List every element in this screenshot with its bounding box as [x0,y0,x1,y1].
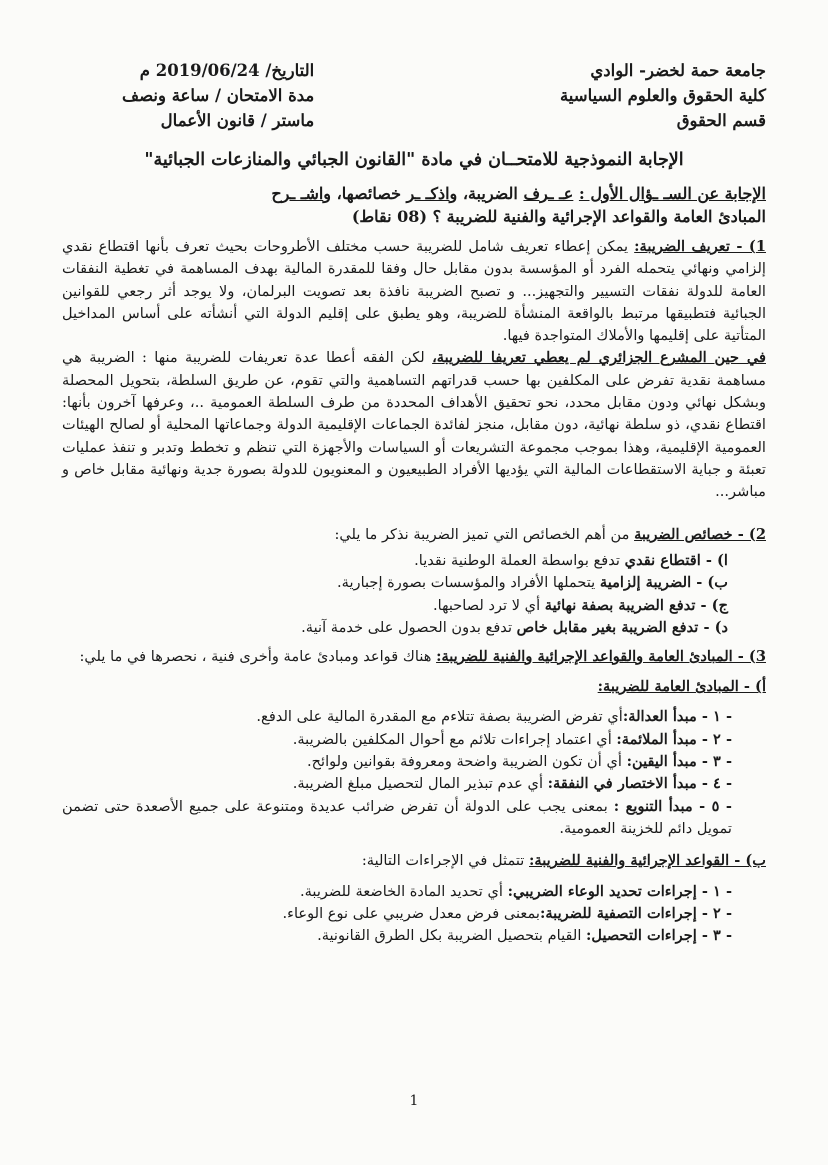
list-item: - ٤ - مبدأ الاختصار في النفقة: أي عدم تبذير المال لتحصيل مبلغ الضريبة. [292,775,732,793]
keyword-explain: اشـ ـرح [271,184,324,203]
section-2-heading: 2) - خصائص الضريبة [634,525,766,543]
university-name: جامعة حمة لخضر- الوادي [590,61,766,80]
list-item: - ٢ - مبدأ الملائمة: أي اعتماد إجراءات تلائم مع أحوال المكلفين بالضريبة. [292,730,732,748]
section-characteristics [62,524,766,640]
list-item: - ١ - إجراءات تحديد الوعاء الضريبي: أي تحديد المادة الخاضعة للضريبة. [299,882,732,900]
list-item: - ٣ - إجراءات التحصيل: القيام بتحصيل الضريبة بكل الطرق القانونية. [317,927,732,945]
section-2-intro: من أهم الخصائص التي تميز الضريبة نذكر ما يلي: [334,525,635,543]
faculty-name: كلية الحقوق والعلوم السياسية [559,86,766,105]
general-principles-heading: أ) - المبادئ العامة للضريبة: [597,678,766,696]
question-text-2: خصائصها، و [323,184,407,203]
section-3-heading: 3) - المبادئ العامة والقواعد الإجرائية والفنية للضريبة: [436,647,766,665]
section-1-heading: 1) - تعريف الضريبة: [634,238,766,255]
department-name: قسم الحقوق [676,111,766,130]
general-principles-list [62,706,766,840]
keyword-define: عـ ـرف [523,184,574,203]
list-item: ا) - اقتطاع نقدي تدفع بواسطة العملة الوطنية نقديا. [414,551,728,569]
exam-program: ماستر / قانون الأعمال [160,111,315,130]
question-points: (08 نقاط) [351,207,428,226]
document-title: الإجابة النموذجية للامتحــان في مادة "القانون الجبائي والمنازعات الجبائية" [144,150,684,170]
procedural-rules-intro: تتمثل في الإجراءات التالية: [361,852,530,870]
list-item: ب) - الضريبة إلزامية يتحملها الأفراد والمؤسسات بصورة إجبارية. [337,574,728,592]
exam-info-block [62,58,314,140]
institution-block [560,58,766,140]
exam-date: التاريخ/ 2019/06/24 م [139,61,315,80]
section-3-intro: هناك قواعد ومبادئ عامة وأخرى فنية ، نحصرها في ما يلي: [79,647,437,665]
procedural-rules-list [62,881,766,948]
question-text-1: الضريبة، و [449,184,524,203]
document-header [62,58,766,140]
section-principles [62,646,766,948]
question-statement [62,182,766,228]
list-item: ج) - تدفع الضريبة بصفة نهائية أي لا ترد لصاحبها. [433,596,728,614]
list-item: - ٥ - مبدأ التنويع : بمعنى يجب على الدولة أن تفرض ضرائب عديدة ومتنوعة على جميع الأصعدة حتى تضمن تمويل دائم للخزينة العمومية. [62,797,732,837]
section-1-text: يمكن إعطاء تعريف شامل للضريبة حسب مختلف الأطروحات بحيث تعرف بأنها اقتطاع نقدي إلزامي ونهائي يتحمله الفرد أو المؤسسة بدون مقابل حال وفقا للمقدرة المالية بهدف المساهمة في تغطية النفقات العامة للدولة نفقات التسيير والتجهيز... و تصبح الضريبة نافذة بعد تصويت البرلمان، ولا يوجد أثر رجعي للقوانين الجبائية فتطبيقها مرتبط بالواقعة المنشأة للضريبة، وهو يطبق على إقليم الدولة التي أنشأته على أساس المداخيل المتأتية على إقليمها والأملاك المتواجدة فيها. [62,238,766,345]
algerian-legislator-lead: في حين المشرع الجزائري لم يعطي تعريفا للضريبة، [432,349,766,367]
characteristics-list [62,550,766,640]
question-text-3: المبادئ العامة والقواعد الإجرائية والفنية للضريبة ؟ [432,207,766,226]
question-label: الإجابة عن السـ ـؤال الأول : [578,184,766,203]
keyword-mention: اذكـ ـر [406,184,450,203]
list-item: د) - تدفع الضريبة بغير مقابل خاص تدفع بدون الحصول على خدمة آنية. [301,619,728,637]
section-definition [62,236,766,504]
procedural-rules-heading: ب) - القواعد الإجرائية والفنية للضريبة: [529,852,766,870]
list-item: - ١ - مبدأ العدالة:أي تفرض الضريبة بصفة تتلاءم مع المقدرة المالية على الدفع. [256,708,732,726]
section-1-text-2: لكن الفقه أعطا عدة تعريفات للضريبة منها : الضريبة هي مساهمة نقدية تفرض على المكلفين بها حسب قدراتهم التساهمية والتي تقوم، عن طريق السلطة، بتحويل المحصلة وبشكل نهائي ودون مقابل محدد، نحو تحقيق الأهداف المحددة من طرف السلطة العمومية ..، وعرفها آخرون بأنها: اقتطاع نقدي، ذو سلطة نهائية، دون مقابل، منجز لفائدة الجماعات الإقليمية الدولة وجماعاتها المحلية أو لصالح الهيئات العمومية الإقليمية، وهذا بموجب مجموعة التشريعات أو السياسات والأجهزة التي تنظم و تخطط وتدبر و تنفذ عمليات تعبئة و جباية الاستقطاعات المالية التي يؤديها الأفراد الطبيعيون و المعنويون للدولة بصورة جدية ونهائية مقابل خاص و مباشر... [62,349,766,501]
list-item: - ٣ - مبدأ اليقين: أي أن تكون الضريبة واضحة ومعروفة بقوانين ولوائح. [306,753,732,771]
page-number: 1 [409,1093,419,1109]
exam-duration: مدة الامتحان / ساعة ونصف [122,86,315,105]
list-item: - ٢ - إجراءات التصفية للضريبة:بمعنى فرض معدل ضريبي على نوع الوعاء. [282,904,732,922]
